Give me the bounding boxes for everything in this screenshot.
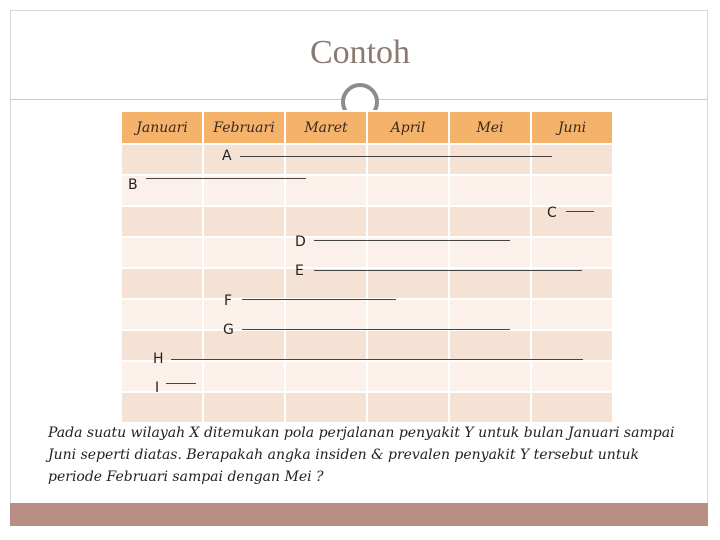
case-label-a: A (222, 148, 232, 164)
case-label-e: E (295, 263, 304, 279)
month-mei: Mei (449, 111, 531, 144)
question-text: Pada suatu wilayah X ditemukan pola perjalanan penyakit Y untuk bulan Januari sampai Juni seperti diatas. Berapakah angka insiden & prevalen penyakit Y tersebut untuk periode Februari sampai dengan Mei ? (48, 425, 675, 485)
month-april: April (367, 111, 449, 144)
case-line-a (240, 156, 552, 157)
case-line-g (242, 329, 510, 330)
month-header-row (121, 111, 613, 144)
grid-row (121, 330, 613, 361)
case-line-d (314, 240, 510, 241)
grid-row (121, 206, 613, 237)
grid-row (121, 175, 613, 206)
grid-row (121, 361, 613, 392)
footer-bar (10, 503, 708, 526)
case-line-i (166, 383, 196, 384)
case-label-d: D (295, 234, 306, 250)
month-grid (120, 110, 614, 424)
month-januari: Januari (121, 111, 203, 144)
case-line-e (314, 270, 582, 271)
grid-row (121, 144, 613, 175)
case-line-h (171, 359, 583, 360)
case-label-f: F (224, 293, 233, 309)
grid-row (121, 268, 613, 299)
month-juni: Juni (531, 111, 613, 144)
case-label-g: G (223, 322, 234, 338)
case-line-c (566, 211, 594, 212)
slide-title: Contoh (309, 34, 411, 71)
grid-row (121, 392, 613, 423)
grid-row (121, 299, 613, 330)
case-label-c: C (547, 205, 557, 221)
month-maret: Maret (285, 111, 367, 144)
case-label-b: B (128, 177, 138, 193)
case-line-b (146, 178, 306, 179)
case-label-h: H (153, 351, 164, 367)
case-line-f (242, 299, 396, 300)
case-label-i: I (155, 380, 160, 396)
grid-row (121, 237, 613, 268)
month-februari: Februari (203, 111, 285, 144)
